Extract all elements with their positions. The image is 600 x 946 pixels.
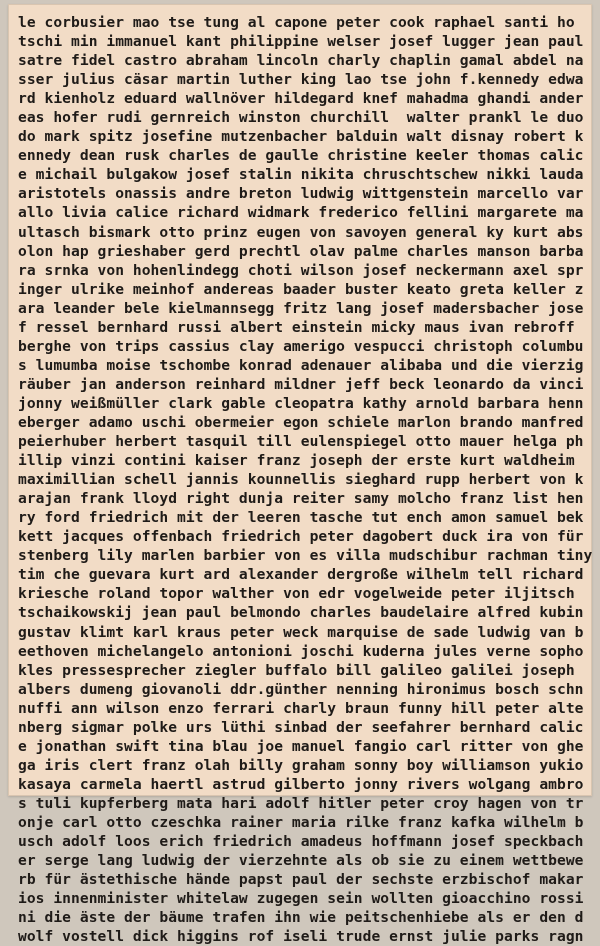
text-line: allo livia calice richard widmark frederico fellini margarete ma: [18, 204, 584, 222]
typewritten-sheet: [8, 4, 593, 946]
text-line: tschaikowskij jean paul belmondo charles baudelaire alfred kubin: [18, 604, 584, 622]
text-line: peierhuber herbert tasquil till eulenspiegel otto mauer helga ph: [18, 433, 584, 451]
text-line: sser julius cäsar martin luther king lao tse john f.kennedy edwa: [18, 71, 584, 89]
text-line: satre fidel castro abraham lincoln charly chaplin gamal abdel na: [18, 52, 584, 70]
text-line: onje carl otto czeschka rainer maria rilke franz kafka wilhelm b: [18, 813, 584, 831]
text-line: ga iris clert franz olah billy graham sonny boy williamson yukio: [18, 756, 584, 774]
text-line: kriesche roland topor walther von edr vogelweide peter iljitsch: [18, 585, 575, 603]
text-line: tschi min immanuel kant philippine welser josef lugger jean paul: [18, 33, 584, 51]
text-line: e michail bulgakow josef stalin nikita chruschtschew nikki lauda: [18, 166, 584, 184]
text-line: gustav klimt karl kraus peter weck marquise de sade ludwig van b: [18, 623, 584, 641]
text-line: räuber jan anderson reinhard mildner jeff beck leonardo da vinci: [18, 375, 584, 393]
text-line: rb für ästethische hände papst paul der sechste erzbischof makar: [18, 871, 584, 889]
text-line: eas hofer rudi gernreich winston churchill walter prankl le duo: [18, 109, 584, 127]
text-line: eberger adamo uschi obermeier egon schiele marlon brando manfred: [18, 413, 584, 431]
text-line: ennedy dean rusk charles de gaulle christine keeler thomas calic: [18, 147, 584, 165]
text-line: ry ford friedrich mit der leeren tasche tut ench amon samuel bek: [18, 509, 584, 527]
text-line: arajan frank lloyd right dunja reiter samy molcho franz list hen: [18, 490, 584, 508]
text-line: albers dumeng giovanoli ddr.günther nenning hironimus bosch schn: [18, 680, 584, 698]
text-line: olon hap grieshaber gerd prechtl olav palme charles manson barba: [18, 242, 584, 260]
text-line: nberg sigmar polke urs lüthi sinbad der seefahrer bernhard calic: [18, 718, 584, 736]
text-line: inger ulrike meinhof andereas baader buster keato greta keller z: [18, 280, 584, 298]
text-line: f ressel bernhard russi albert einstein micky maus ivan rebroff: [18, 318, 575, 336]
text-line: s lumumba moise tschombe konrad adenauer alibaba und die vierzig: [18, 356, 584, 374]
typed-text-block: [18, 13, 593, 946]
text-line: jonny weißmüller clark gable cleopatra kathy arnold barbara henn: [18, 394, 584, 412]
text-line: er serge lang ludwig der vierzehnte als ob sie zu einem wettbewe: [18, 852, 584, 870]
text-line: ni die äste der bäume trafen ihn wie peitschenhiebe als er den d: [18, 909, 584, 927]
text-line: maximillian schell jannis kounnellis sieghard rupp herbert von k: [18, 471, 584, 489]
text-line: ultasch bismark otto prinz eugen von savoyen general ky kurt abs: [18, 223, 584, 241]
text-line: ios innenminister whitelaw zugegen sein wollten gioacchino rossi: [18, 890, 584, 908]
text-line: usch adolf loos erich friedrich amadeus hoffmann josef speckbach: [18, 833, 584, 851]
text-line: eethoven michelangelo antonioni joschi kuderna jules verne sopho: [18, 642, 584, 660]
text-line: aristotels onassis andre breton ludwig wittgenstein marcello var: [18, 185, 584, 203]
text-line: kasaya carmela haertl astrud gilberto jonny rivers wolgang ambro: [18, 775, 584, 793]
text-line: tim che guevara kurt ard alexander dergroße wilhelm tell richard: [18, 566, 584, 584]
text-line: rd kienholz eduard wallnöver hildegard knef mahadma ghandi ander: [18, 90, 584, 108]
text-line: s tuli kupferberg mata hari adolf hitler peter croy hagen von tr: [18, 794, 584, 812]
text-line: wolf vostell dick higgins rof iseli trude ernst julie parks ragn: [18, 928, 584, 946]
text-line: nuffi ann wilson enzo ferrari charly braun funny hill peter alte: [18, 699, 584, 717]
text-line: kles pressesprecher ziegler buffalo bill galileo galilei joseph: [18, 661, 575, 679]
text-line: le corbusier mao tse tung al capone peter cook raphael santi ho: [18, 14, 575, 31]
text-line: illip vinzi contini kaiser franz joseph der erste kurt waldheim: [18, 452, 575, 470]
text-line: stenberg lily marlen barbier von es villa mudschibur rachman tiny: [18, 547, 593, 565]
text-line: e jonathan swift tina blau joe manuel fangio carl ritter von ghe: [18, 737, 584, 755]
text-line: ara leander bele kielmannsegg fritz lang josef madersbacher jose: [18, 299, 584, 317]
text-line: berghe von trips cassius clay amerigo vespucci christoph columbu: [18, 337, 584, 355]
text-line: kett jacques offenbach friedrich peter dagobert duck ira von für: [18, 528, 584, 546]
text-line: do mark spitz josefine mutzenbacher balduin walt disnay robert k: [18, 128, 584, 146]
text-line: ra srnka von hohenlindegg choti wilson josef neckermann axel spr: [18, 261, 584, 279]
